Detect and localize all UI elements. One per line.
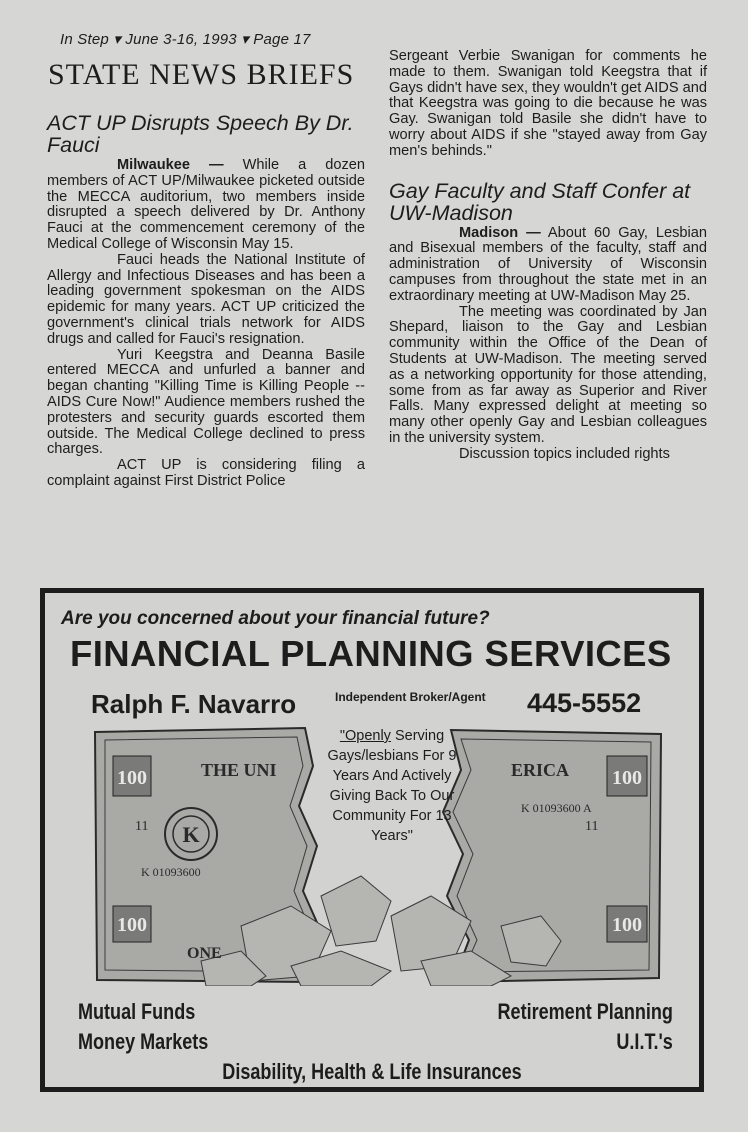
section-title: STATE NEWS BRIEFS xyxy=(48,58,355,91)
ad-tagline: Are you concerned about your financial future? xyxy=(61,608,490,629)
ad-quote xyxy=(322,726,462,846)
ad-service-retirement-planning: Retirement Planning xyxy=(497,999,673,1024)
bill-denomination-bottom-left: 100 xyxy=(117,914,147,936)
ad-headline: FINANCIAL PLANNING SERVICES xyxy=(70,633,672,674)
bill-left-digits: 11 xyxy=(135,819,149,834)
article-headline-uw-madison: Gay Faculty and Staff Confer at UW-Madison xyxy=(389,178,691,225)
article-headline-fauci: ACT UP Disrupts Speech By Dr. Fauci xyxy=(47,111,354,157)
bill-denomination-bottom-right: 100 xyxy=(612,914,642,936)
article-paragraph: ACT UP is considering filing a complaint against First District Police xyxy=(47,457,365,489)
article-dateline: Madison — xyxy=(459,224,541,241)
ad-phone-number: 445-5552 xyxy=(527,688,642,718)
article-paragraph: Yuri Keegstra and Deanna Basile entered MECCA and unfurled a banner and began chanting "Killing Time is Killing People -- AIDS Cure Now!" Audience members rushed the protesters and security guards escorted them outside. The Medical College declined to press charges. xyxy=(47,346,365,458)
ad-quote-rest: Serving Gays/lesbians For 9 Years And Actively Giving Back To Our Community For 13 Years" xyxy=(327,728,457,844)
article-paragraph: Discussion topics included rights xyxy=(459,445,670,462)
bill-left-serial: K 01093600 xyxy=(141,865,201,879)
ad-quote-lead: "Openly xyxy=(339,728,391,744)
bill-right-serial: K 01093600 A xyxy=(521,801,592,815)
article-paragraph: Fauci heads the National Institute of Allergy and Infectious Diseases and has been a leading government spokesman on the AIDS epidemic for many years. ACT UP criticized the government's clinical trials network for AIDS drugs and called for Fauci's resignation. xyxy=(47,251,365,347)
ad-service-money-markets: Money Markets xyxy=(78,1029,209,1054)
bill-denomination-top-right: 100 xyxy=(612,767,642,789)
bill-left-banner: THE UNI xyxy=(201,760,277,780)
page-folio: In Step ▾ June 3-16, 1993 ▾ Page 17 xyxy=(60,31,311,48)
ad-service-uits: U.I.T.'s xyxy=(616,1029,673,1054)
article-paragraph-continued: Sergeant Verbie Swanigan for comments he made to them. Swanigan told Keegstra that if Gays didn't have sex, they wouldn't get AIDS and that Keegstra was going to die because he was Gay. Swanigan told Basile she didn't have to worry about AIDS if she "stayed away from Gay men's behinds." xyxy=(389,48,707,159)
ad-service-mutual-funds: Mutual Funds xyxy=(78,999,196,1024)
article-dateline: Milwaukee — xyxy=(117,157,224,173)
article-text: About 60 Gay, Lesbian and Bisexual members of the faculty, staff and administration of University of Wisconsin campuses from throughout the state met in an extraordinary meeting at UW-Madison May 25. xyxy=(389,224,708,304)
bill-right-banner: ERICA xyxy=(511,760,570,780)
right-column xyxy=(389,49,707,463)
financial-planning-ad xyxy=(40,588,704,1092)
article-paragraph xyxy=(389,226,707,305)
bill-right-digits: 11 xyxy=(585,819,599,834)
bill-denomination-top-left: 100 xyxy=(117,767,147,789)
left-column xyxy=(47,112,365,490)
ad-agent-role: Independent Broker/Agent xyxy=(335,690,486,704)
ad-agent-name: Ralph F. Navarro xyxy=(91,689,297,719)
article-text: While a dozen members of ACT UP/Milwaukee picketed outside the MECCA auditorium, two members inside disrupted a speech delivered by Dr. Anthony Fauci at the commencement ceremony of the Medical College of Wisconsin May 15. xyxy=(47,157,365,252)
article-paragraph: The meeting was coordinated by Jan Shepard, liaison to the Gay and Lesbian community within the Office of the Dean of Students at UW-Madison. The meeting served as a networking opportunity for those attending, some from as far away as Superior and River Falls. Many expressed delight at meeting so many other openly Gay and Lesbian colleagues in the university system. xyxy=(389,303,707,446)
bill-bottom-banner: ONE xyxy=(187,945,222,962)
ad-service-insurances: Disability, Health & Life Insurances xyxy=(222,1059,522,1084)
article-paragraph xyxy=(47,158,365,253)
bill-seal-letter: K xyxy=(182,822,200,847)
